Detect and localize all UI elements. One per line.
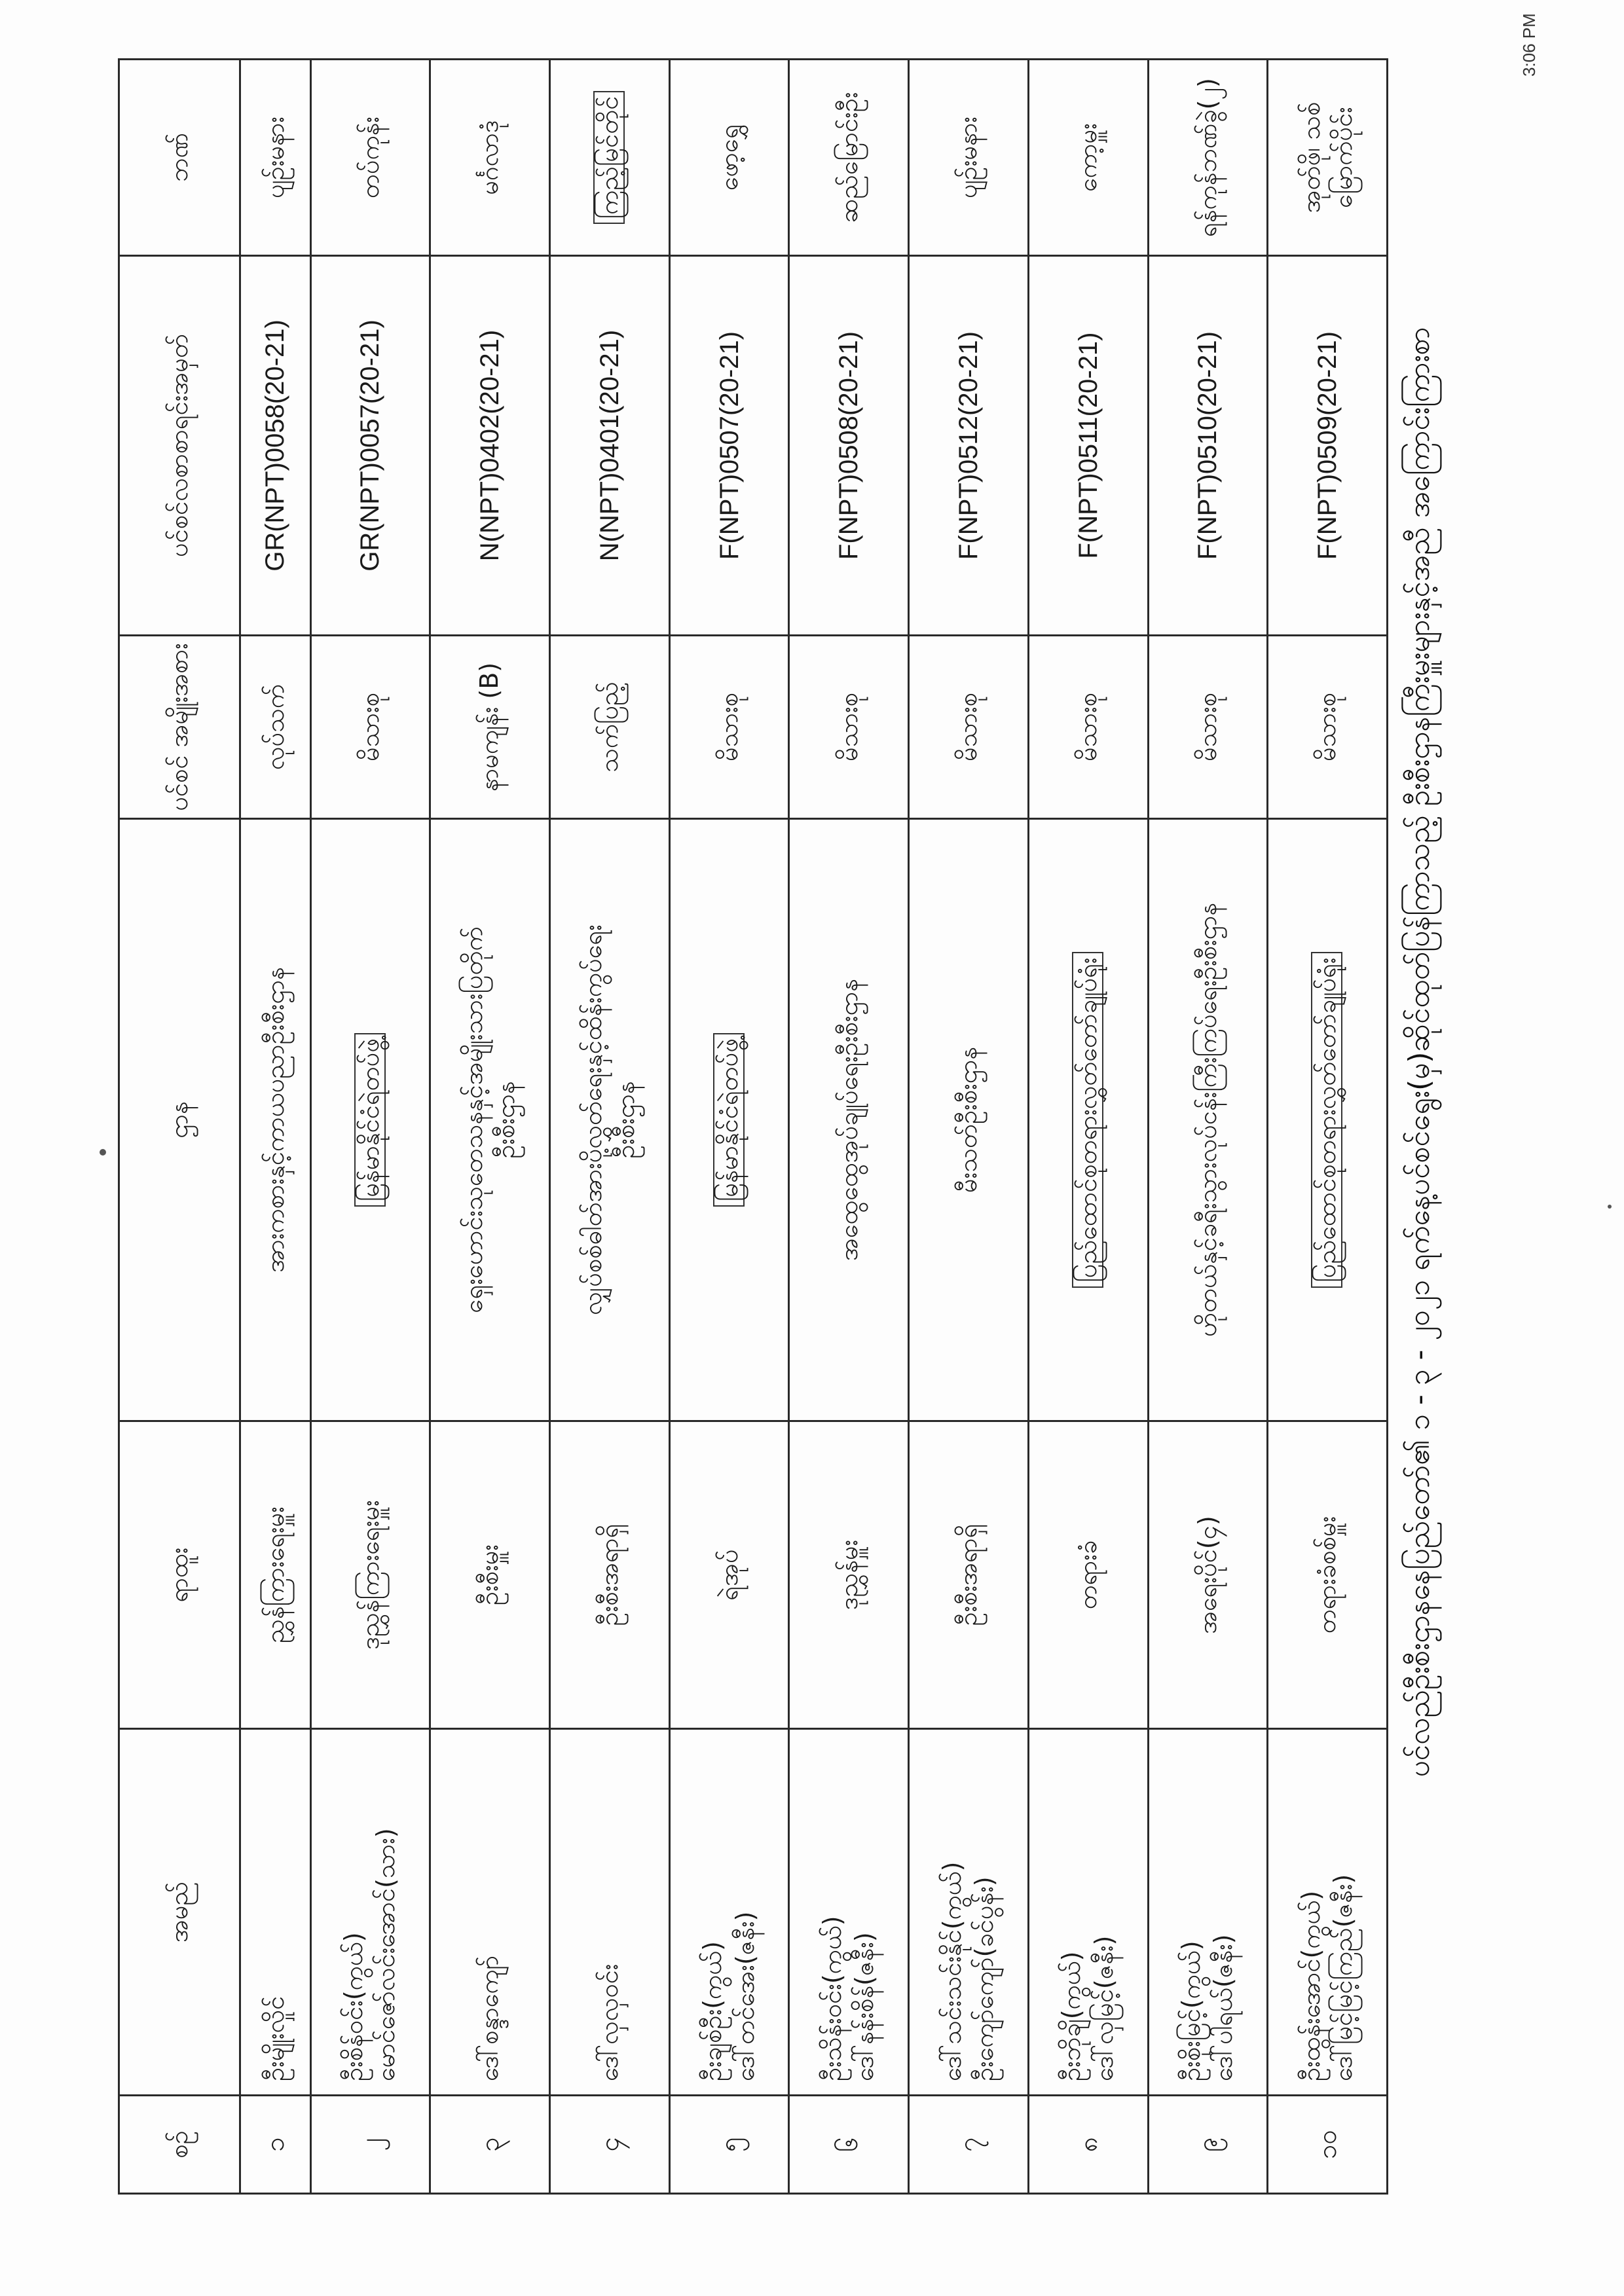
cell-name — [669, 1729, 789, 2096]
cell-no — [1148, 2096, 1268, 2194]
cell-department-text: ပြည်ထောင်စုတရားလွှတ်တော်ချုပ်ရုံး — [1311, 952, 1342, 1287]
table-row — [669, 60, 789, 2194]
cell-no-text: ၅ — [714, 2137, 745, 2152]
cell-no — [789, 2096, 909, 2194]
header-pension-type: ပင်စင် အမျိုးအစား — [119, 636, 240, 819]
cell-no — [310, 2096, 430, 2194]
cell-pension-type — [240, 636, 311, 819]
cell-pension-type — [1028, 636, 1148, 819]
cell-name — [310, 1729, 430, 2096]
cell-bank-text: အုတ်ဖို၊ သစ် — [1296, 101, 1325, 213]
cell-pension-type-text: မိသားစု — [1312, 692, 1342, 762]
cell-license-no — [1028, 256, 1148, 636]
cell-pension-type-text: မိသားစု — [714, 692, 743, 762]
table-body — [240, 60, 1388, 2194]
cell-rank-text: အရေးပိုင်(၄) — [1192, 1516, 1222, 1634]
cell-rank — [310, 1421, 430, 1729]
cell-bank-text: ပျဉ်းမနား — [953, 116, 983, 199]
cell-department — [310, 819, 430, 1421]
cell-license-no — [310, 256, 430, 636]
cell-license-no — [430, 256, 550, 636]
cell-name-text: ဦးစိန်ဝင်း(ကွယ်) — [339, 1932, 369, 2081]
cell-department-text: မြန်မာနိုင်ငံရဲတပ်ဖွဲ့ — [713, 1033, 745, 1207]
cell-rank — [1268, 1421, 1388, 1729]
cell-license-no — [669, 256, 789, 636]
cell-name-text: ဦးစိုးမြင့်(ကွယ်) — [1176, 1941, 1206, 2081]
cell-department-text: လျှပ်စစ်ဓါတ်အားပို့လွှတ်ရေးနှင့်ထိန်းကွပ်ရေး — [578, 924, 608, 1315]
cell-department — [240, 819, 311, 1421]
cell-pension-type — [310, 636, 430, 819]
cell-pension-type — [669, 636, 789, 819]
cell-pension-type — [789, 636, 909, 819]
cell-pension-type — [1148, 636, 1268, 819]
cell-pension-type — [430, 636, 550, 819]
cell-rank — [240, 1421, 311, 1729]
cell-rank-text: ဒုညွှန်ကြားရေးမှူး — [355, 1500, 384, 1650]
cell-bank — [240, 60, 311, 256]
cell-bank-text: ဖော့ရွှေ — [714, 124, 743, 191]
cell-license-no — [1148, 256, 1268, 636]
cell-rank — [549, 1421, 669, 1729]
cell-name — [789, 1729, 909, 2096]
cell-name-text: ဦးဘိုချိ(ကွယ်) — [1057, 1951, 1086, 2081]
cell-no-text: ၉ — [1192, 2137, 1223, 2152]
header-bank: ဘဏ် — [119, 60, 240, 256]
cell-pension-type — [549, 636, 669, 819]
cell-license-no-text: F(NPT)0507(20-21) — [714, 331, 744, 560]
cell-license-no — [549, 256, 669, 636]
cell-bank — [1148, 60, 1268, 256]
cell-department — [549, 819, 669, 1421]
cell-rank-text: ဦးစီးမှူး — [475, 1544, 504, 1606]
cell-name-text: ဒေါ်သင်းသင်းနိုင်(ကွယ်) — [937, 1861, 967, 2081]
table-row — [789, 60, 909, 2194]
header-name: အမည် — [119, 1729, 240, 2096]
cell-rank — [1028, 1421, 1148, 1729]
cell-department — [1268, 819, 1388, 1421]
cell-license-no-text: F(NPT)0509(20-21) — [1313, 331, 1342, 560]
cell-pension-type — [1268, 636, 1388, 819]
table-row — [1148, 60, 1268, 2194]
cell-department-text: ဦးစီးဌာန — [610, 1081, 640, 1159]
cell-name — [549, 1729, 669, 2096]
cell-name — [1028, 1729, 1148, 2096]
cell-no — [1028, 2096, 1148, 2194]
cell-name — [909, 1729, 1029, 2096]
header-department: ဌာန — [119, 819, 240, 1421]
cell-pension-type-text: သက်ပြည့် — [595, 682, 624, 773]
cell-name-text: ဒေါ်လှမြင့်(ဇနီး) — [1089, 1935, 1118, 2081]
cell-department — [430, 819, 550, 1421]
cell-bank — [1268, 60, 1388, 256]
cell-rank-text: ရဲအုပ် — [714, 1549, 743, 1601]
cell-bank — [549, 60, 669, 256]
header-no: စဉ် — [119, 2096, 240, 2194]
cell-department — [909, 819, 1029, 1421]
cell-rank — [669, 1421, 789, 1729]
cell-department-text: ဦးစီးဌာန — [491, 1081, 521, 1159]
cell-license-no-text: F(NPT)0511(20-21) — [1073, 332, 1103, 559]
cell-license-no-text: F(NPT)0510(20-21) — [1193, 331, 1223, 560]
cell-bank — [310, 60, 430, 256]
cell-no — [240, 2096, 311, 2194]
cell-department — [789, 819, 909, 1421]
cell-no — [430, 2096, 550, 2194]
cell-rank — [1148, 1421, 1268, 1729]
cell-department-text: ရှေးဟောင်းသုတေသနနှင့်အမျိုးသားပြတိုက် — [458, 926, 488, 1313]
cell-name-text: ဒေါ်နန်းစိန်(ဇနီး) — [850, 1932, 879, 2081]
cell-no — [909, 2096, 1029, 2194]
cell-pension-type-text: လုပ်သက် — [260, 683, 289, 771]
cell-no — [549, 2096, 669, 2194]
header-row — [119, 60, 240, 2194]
cell-no-text: ၁ — [260, 2137, 291, 2152]
cell-department-text: မြန်မာနိုင်ငံရဲတပ်ဖွဲ့ — [354, 1033, 386, 1207]
cell-bank-text: ကြည့်မြင်တိုင် — [593, 91, 625, 225]
cell-rank-text: တရားခံ — [1073, 1540, 1102, 1610]
cell-license-no-text: N(NPT)0401(20-21) — [595, 329, 624, 562]
cell-bank-text: မင်္ဂလာဒုံ — [475, 120, 504, 195]
cell-pension-type-text: မိသားစု — [1073, 692, 1102, 762]
cell-bank-text: တပ်ကုန်း — [355, 116, 384, 199]
cell-license-no-text: F(NPT)0508(20-21) — [834, 331, 864, 560]
cell-name-text: ဦးကျော်ကျော်(ခင်ပွန်း) — [969, 1876, 999, 2081]
cell-no — [1268, 2096, 1388, 2194]
cell-name-text: ဒေါ်မြင့်မြင့်ကြည်(ဇနီး) — [1329, 1874, 1358, 2081]
cell-no-text: ၈ — [1073, 2137, 1103, 2152]
cell-bank-text: ဆည်မြောင်းဦး — [834, 92, 863, 223]
cell-rank-text: ဦးစီးအရာရှိ — [953, 1523, 983, 1626]
cell-no — [669, 2096, 789, 2194]
cell-license-no-text: GR(NPT)0058(20-21) — [261, 319, 290, 572]
cell-pension-type-text: မိသားစု — [1192, 692, 1222, 762]
cell-license-no — [789, 256, 909, 636]
cell-bank — [669, 60, 789, 256]
cell-pension-type — [909, 636, 1029, 819]
cell-bank-text: ကော့မှူး — [1073, 123, 1102, 192]
cell-rank-text: ညွှန်ကြားရေးမှူး — [260, 1506, 289, 1643]
cell-bank-text: ပျဉ်းမနား — [260, 116, 289, 199]
header-rank: ရာထူး — [119, 1421, 240, 1729]
cell-department — [1028, 819, 1148, 1421]
document-title: ပင်လည်ဦးစီးဌာနနေပြည်တော်၏ ၁ - ၃ - ၂၀၂၁ ရက်နေ့ပင်စင်ရွေး(မှ)ဆိုင်ထုတ်ပြန်ကြာသည့် ဦးစီးဌာနကြီးမှူးများနှင့်အညီ အကြောင်းကြားစာ — [1403, 327, 1436, 1777]
cell-name — [1148, 1729, 1268, 2096]
cell-name — [240, 1729, 311, 2096]
cell-pension-type-text: နာမကျန်း (B) — [475, 662, 504, 792]
cell-pension-type-text: မိသားစု — [953, 692, 983, 762]
cell-pension-type-text: မိသားစု — [834, 692, 863, 762]
cell-rank-text: ဒုညွှန်မှူး — [834, 1539, 863, 1611]
cell-department-text: ပြည်ထောင်စုတရားလွှတ်တော်ချုပ်ရုံး — [1072, 952, 1103, 1287]
table-row — [909, 60, 1029, 2194]
cell-bank — [1028, 60, 1148, 256]
cell-name — [430, 1729, 550, 2096]
cell-rank — [430, 1421, 550, 1729]
table-row — [1268, 60, 1388, 2194]
cell-name-text: ဦးသိန်းဝင်း(ကွယ်) — [817, 1916, 847, 2081]
cell-license-no — [909, 256, 1029, 636]
cell-license-no-text: N(NPT)0402(20-21) — [475, 329, 505, 562]
cell-department — [669, 819, 789, 1421]
header-license-no: ပင်စင်လစာစာရင်းအမှတ် — [119, 256, 240, 636]
cell-no-text: ၁၀ — [1312, 2130, 1343, 2159]
scan-timestamp: 3:06 PM — [1519, 13, 1539, 77]
cell-license-no — [240, 256, 311, 636]
cell-name-text: ဒေါ်တင်အေး(ဇနီး) — [730, 1911, 760, 2081]
cell-rank — [909, 1421, 1029, 1729]
pension-table — [118, 58, 1388, 2195]
cell-name-text: ဦးချစ်ဦး(ကွယ်) — [698, 1941, 728, 2081]
cell-pension-type-text: မိသားစု — [355, 692, 384, 762]
table-row — [549, 60, 669, 2194]
cell-license-no-text: F(NPT)0512(20-21) — [953, 331, 983, 560]
cell-no-text: ၆ — [834, 2137, 864, 2152]
cell-name-text: ဒေါ်လှလှဝင်း — [595, 1963, 624, 2081]
cell-department — [1148, 819, 1268, 1421]
cell-name-text: မောင်ဇော်လင်းအောင်(သား) — [371, 1828, 401, 2081]
cell-no-text: ၂ — [355, 2138, 386, 2151]
table-row — [430, 60, 550, 2194]
table-row — [240, 60, 311, 2194]
cell-no-text: ၄ — [594, 2137, 625, 2152]
cell-name-text: ဒေါ်ပါရယ်(ဇနီး) — [1209, 1934, 1238, 2081]
cell-name-text: ဦးမျိုးလှိုင် — [260, 1995, 289, 2081]
table-row — [310, 60, 430, 2194]
cell-bank-text: ရန်ကုန်ဘဏ်ခွဲ(၂) — [1192, 78, 1222, 237]
cell-name-text: ဦးထွန်းအောင်(ကွယ်) — [1296, 1890, 1325, 2081]
cell-license-no-text: GR(NPT)0057(20-21) — [356, 319, 385, 572]
cell-no-text: ၃ — [475, 2137, 506, 2152]
cell-department-text: အထွေထွေအုပ်ချုပ်ရေးဦးစီးဌာန — [834, 979, 863, 1261]
cell-rank — [789, 1421, 909, 1729]
cell-rank-text: တရားခံစစ်မှူး — [1312, 1516, 1342, 1634]
cell-name-text: ဒေါ်စန္ဒာကျော် — [475, 1955, 504, 2081]
cell-no-text: ၇ — [953, 2137, 984, 2152]
cell-department-text: ဟိုတယ်နှင့်ခရီးသွားလုပ်ငန်းကြီးကြပ်ရေးဦးစီးဌာန — [1192, 903, 1222, 1337]
cell-rank-text: ဦးစီးအရာရှိ — [595, 1523, 624, 1626]
cell-license-no — [1268, 256, 1388, 636]
cell-bank — [430, 60, 550, 256]
table-row — [1028, 60, 1148, 2194]
cell-bank-text: မြောက်ပိုင်း — [1329, 107, 1358, 208]
cell-name — [1268, 1729, 1388, 2096]
cell-department-text: အားကစားနှင့်ကာယပညာဦးစီးဌာန — [260, 967, 289, 1273]
cell-bank — [789, 60, 909, 256]
cell-bank — [909, 60, 1029, 256]
cell-department-text: မီးသတ်ဦးစီးဌာန — [953, 1046, 983, 1194]
